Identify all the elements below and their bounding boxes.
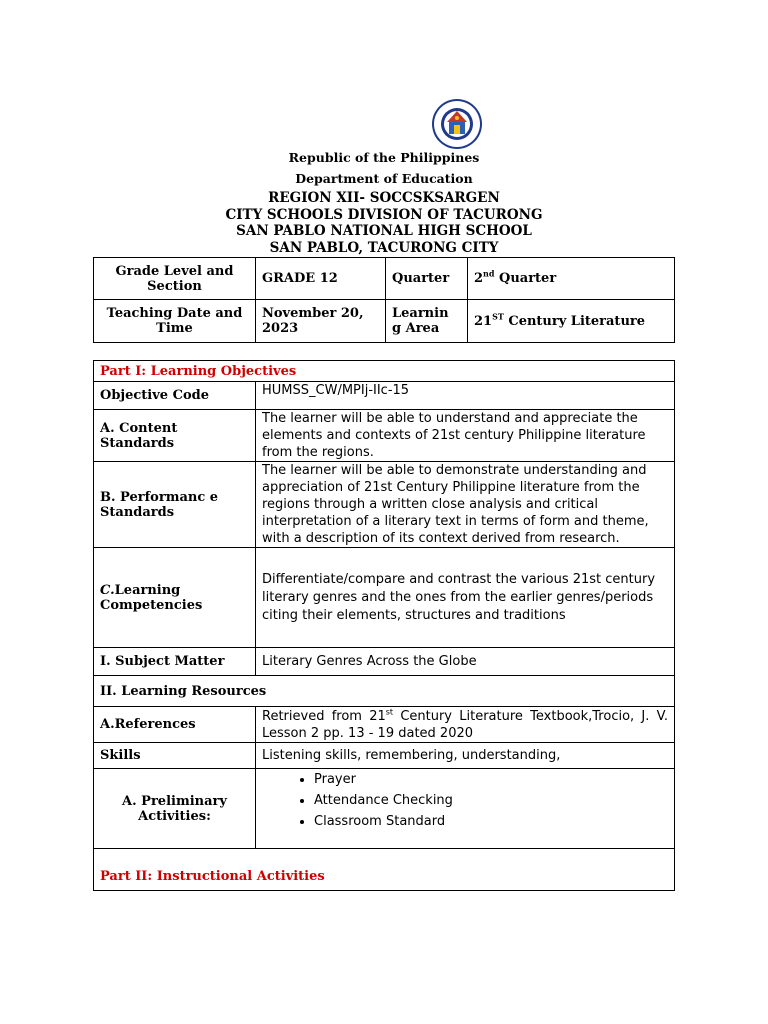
teaching-date-label: Teaching Date and Time	[94, 300, 256, 343]
preliminary-activities-list	[256, 769, 675, 849]
deped-seal-icon	[431, 98, 483, 150]
list-item: • Prayer	[314, 769, 668, 790]
quarter-value: 2nd Quarter	[468, 258, 675, 300]
header-republic: Republic of the Philippines	[288, 150, 480, 165]
skills-value: Listening skills, remembering, understanding,	[256, 743, 675, 769]
performance-standards-value: The learner will be able to demonstrate understanding and appreciation of 21st Century Philippine literature from the regions through a written close analysis and critical interpretation of a literary text in terms of form and theme, with a description of its context derived from research.	[256, 462, 675, 548]
part1-heading: Part I: Learning Objectives	[94, 361, 675, 382]
learning-competencies-label: C.Learning Competencies	[94, 548, 256, 648]
info-table	[93, 257, 675, 343]
learning-resources-heading: II. Learning Resources	[94, 676, 675, 707]
content-standards-label: A. Content Standards	[94, 410, 256, 462]
skills-label: Skills	[94, 743, 256, 769]
quarter-label: Quarter	[386, 258, 468, 300]
learning-competencies-value: Differentiate/compare and contrast the various 21st century literary genres and the ones from the earlier genres/periods citing their elements, structures and traditions	[256, 548, 675, 648]
lesson-plan-table	[93, 360, 675, 891]
preliminary-activities-label: A. Preliminary Activities:	[94, 769, 256, 849]
header-city: SAN PABLO, TACURONG CITY	[269, 240, 499, 256]
learning-area-value: 21ST Century Literature	[468, 300, 675, 343]
grade-level-value: GRADE 12	[256, 258, 386, 300]
header-school: SAN PABLO NATIONAL HIGH SCHOOL	[236, 223, 532, 239]
objective-code-label: Objective Code	[94, 382, 256, 410]
content-standards-value: The learner will be able to understand and appreciate the elements and contexts of 21st century Philippine literature from the regions.	[256, 410, 675, 462]
grade-level-label: Grade Level and Section	[94, 258, 256, 300]
subject-matter-label: I. Subject Matter	[94, 648, 256, 676]
subject-matter-value: Literary Genres Across the Globe	[256, 648, 675, 676]
list-item: • Classroom Standard	[314, 811, 668, 832]
list-item: • Attendance Checking	[314, 790, 668, 811]
performance-standards-label: B. Performanc e Standards	[94, 462, 256, 548]
objective-code-value: HUMSS_CW/MPIj-IIc-15	[256, 382, 675, 410]
header-region: REGION XII- SOCCSKSARGEN	[268, 190, 500, 206]
teaching-date-value: November 20, 2023	[256, 300, 386, 343]
part2-heading: Part II: Instructional Activities	[94, 849, 675, 891]
header-department: Department of Education	[295, 171, 473, 186]
learning-area-label: Learnin g Area	[386, 300, 468, 343]
references-value: Retrieved from 21st Century Literature Textbook,Trocio, J. V. Lesson 2 pp. 13 - 19 dated 2020	[256, 707, 675, 743]
references-label: A.References	[94, 707, 256, 743]
header-division: CITY SCHOOLS DIVISION OF TACURONG	[225, 207, 543, 223]
